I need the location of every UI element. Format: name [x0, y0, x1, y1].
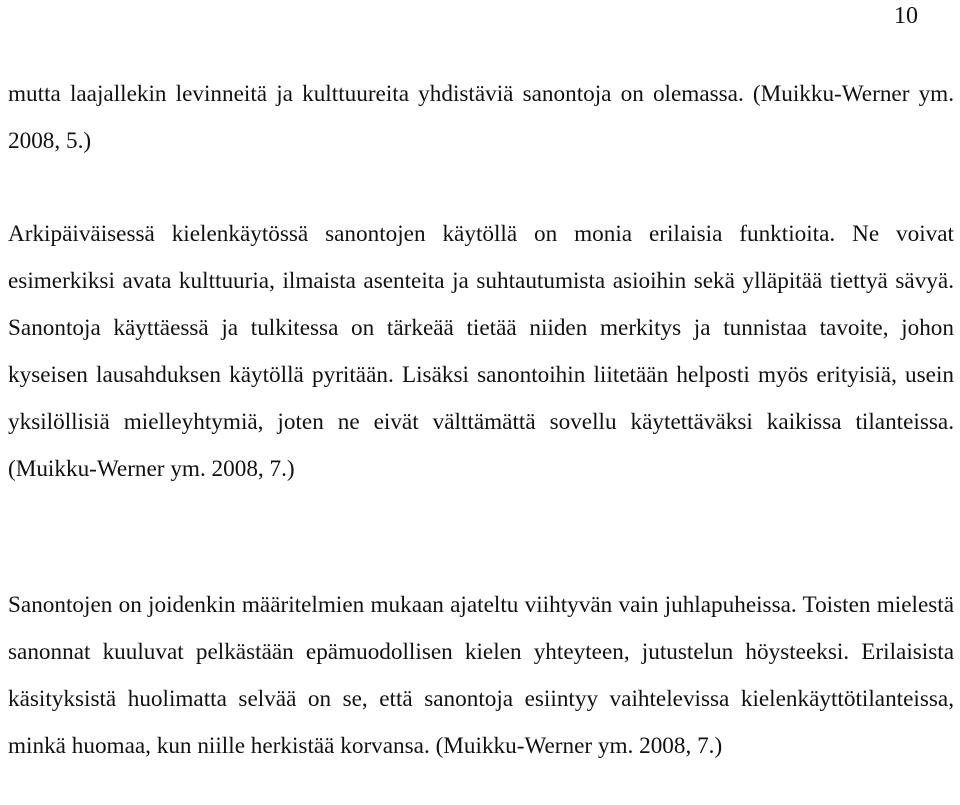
paragraph-3: Sanontojen on joidenkin määritelmien mukaan ajateltu viihtyvän vain juhlapuheissa. Toisten mielestä sanonnat kuuluvat pelkästään epämuodollisen kielen yhteyteen, jutustelun höysteeksi. Erilaisista käsityksistä huolimatta selvää on se, että sanontoja esiintyy vaihtelevissa kielenkäyttötilanteissa, minkä huomaa, kun niille herkistää korvansa. (Muikku-Werner ym. 2008, 7.): [8, 592, 954, 759]
paragraph-2: Arkipäiväisessä kielenkäytössä sanontojen käytöllä on monia erilaisia funktioita. Ne voivat esimerkiksi avata kulttuuria, ilmaista asenteita ja suhtautumista asioihin sekä ylläpitää tiettyä sävyä. Sanontoja käyttäessä ja tulkitessa on tärkeää tietää niiden merkitys ja tunnistaa tavoite, johon kyseisen lausahduksen käytöllä pyritään. Lisäksi sanontoihin liitetään helposti myös erityisiä, usein yksilöllisiä mielleyhtymiä, joten ne eivät välttämättä sovellu käytettäväksi kaikissa tilanteissa. (Muikku-Werner ym. 2008, 7.): [8, 221, 954, 482]
paragraph-1: mutta laajallekin levinneitä ja kulttuureita yhdistäviä sanontoja on olemassa. (Muikku-Werner ym. 2008, 5.): [8, 81, 954, 154]
page-number: 10: [894, 3, 918, 29]
